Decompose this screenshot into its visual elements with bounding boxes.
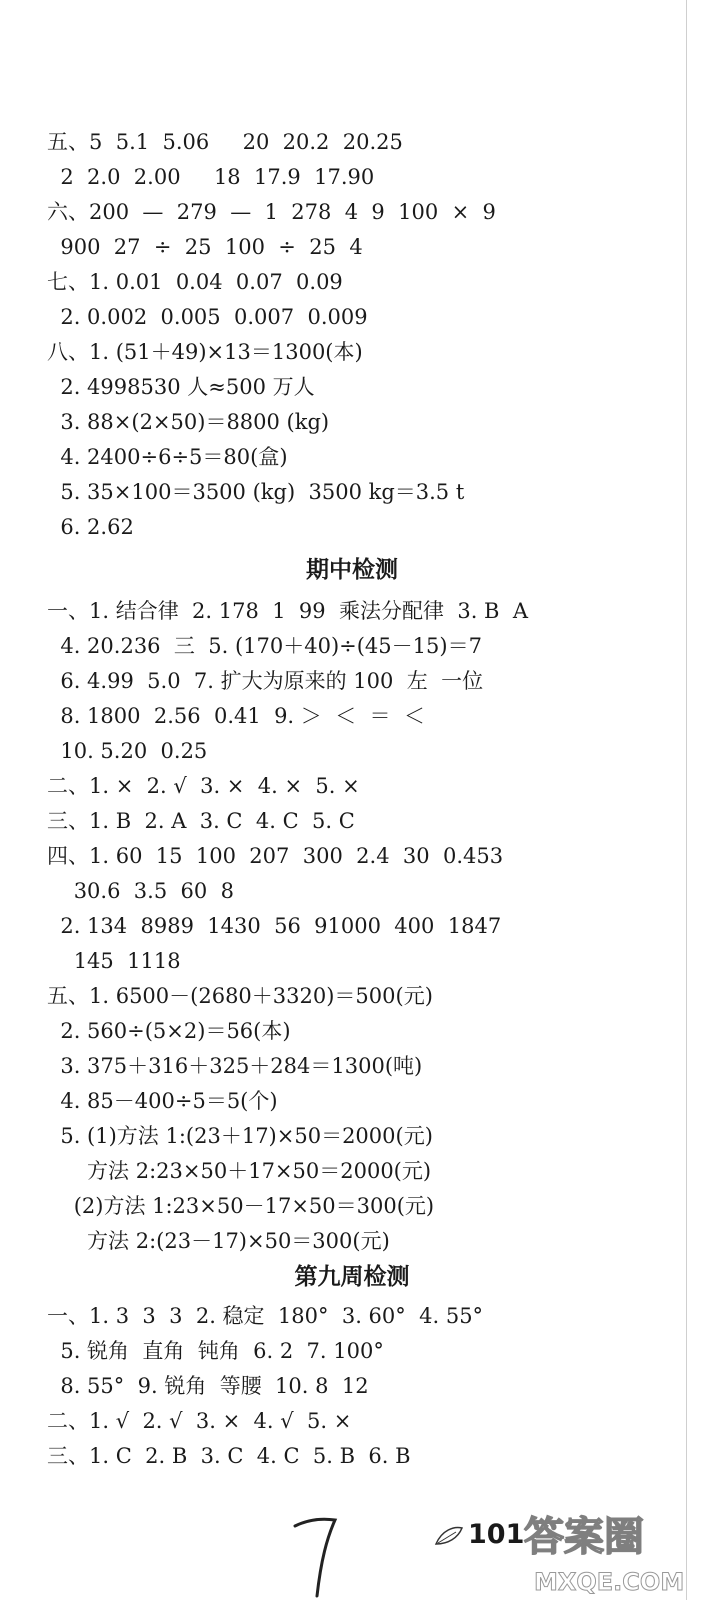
answer-line: 5. (1)方法 1:(23＋17)×50＝2000(元) <box>47 1124 433 1148</box>
answer-line: 145 1118 <box>47 949 181 973</box>
decorative-leaf-icon <box>434 1524 464 1548</box>
answer-line: 八、1. (51＋49)×13＝1300(本) <box>47 340 363 364</box>
answer-line: 10. 5.20 0.25 <box>47 739 208 763</box>
answer-line: 四、1. 60 15 100 207 300 2.4 30 0.453 <box>47 844 504 868</box>
answer-line: 3. 375＋316＋325＋284＝1300(吨) <box>47 1054 423 1078</box>
answer-line: (2)方法 1:23×50－17×50＝300(元) <box>47 1194 435 1218</box>
answer-line: 二、1. √ 2. √ 3. × 4. √ 5. × <box>47 1409 352 1433</box>
answer-line: 8. 1800 2.56 0.41 9. ＞ ＜ ＝ ＜ <box>47 704 425 728</box>
watermark-logo <box>520 1506 696 1600</box>
answer-line: 4. 20.236 三 5. (170＋40)÷(45－15)＝7 <box>47 634 482 658</box>
answer-line: 2. 0.002 0.005 0.007 0.009 <box>47 305 368 329</box>
answer-line: 30.6 3.5 60 8 <box>47 879 234 903</box>
answer-line: 七、1. 0.01 0.04 0.07 0.09 <box>47 270 343 294</box>
answer-line: 4. 2400÷6÷5＝80(盒) <box>47 445 288 469</box>
section-heading-week9: 第九周检测 <box>294 1264 410 1290</box>
answer-line: 三、1. B 2. A 3. C 4. C 5. C <box>47 809 355 833</box>
answer-line: 2. 134 8989 1430 56 91000 400 1847 <box>47 914 502 938</box>
answer-line: 2. 560÷(5×2)＝56(本) <box>47 1019 291 1043</box>
answer-line: 2 2.0 2.00 18 17.9 17.90 <box>47 165 375 189</box>
answer-line: 五、1. 6500－(2680＋3320)＝500(元) <box>47 984 433 1008</box>
answer-line: 方法 2:23×50＋17×50＝2000(元) <box>47 1159 432 1183</box>
answer-line: 6. 2.62 <box>47 515 134 539</box>
svg-text:答案圈: 答案圈 <box>524 1514 644 1560</box>
binding-margin-line <box>686 0 687 1600</box>
answer-line: 6. 4.99 5.0 7. 扩大为原来的 100 左 一位 <box>47 669 484 693</box>
handwritten-mark-icon <box>287 1508 347 1600</box>
page-number: 101 <box>468 1519 525 1550</box>
answer-line: 方法 2:(23－17)×50＝300(元) <box>47 1229 390 1253</box>
section-heading-midterm: 期中检测 <box>306 557 398 583</box>
answer-line: 5. 35×100＝3500 (kg) 3500 kg＝3.5 t <box>47 480 465 504</box>
answer-line: 五、5 5.1 5.06 20 20.2 20.25 <box>47 130 403 154</box>
answer-line: 900 27 ÷ 25 100 ÷ 25 4 <box>47 235 363 259</box>
answer-line: 4. 85－400÷5＝5(个) <box>47 1089 278 1113</box>
answer-line: 二、1. × 2. √ 3. × 4. × 5. × <box>47 774 360 798</box>
answer-line: 8. 55° 9. 锐角 等腰 10. 8 12 <box>47 1374 369 1398</box>
answer-line: 3. 88×(2×50)＝8800 (kg) <box>47 410 330 434</box>
answer-line: 一、1. 3 3 3 2. 稳定 180° 3. 60° 4. 55° <box>47 1304 484 1328</box>
answer-line: 5. 锐角 直角 钝角 6. 2 7. 100° <box>47 1339 384 1363</box>
answer-line: 一、1. 结合律 2. 178 1 99 乘法分配律 3. B A <box>47 599 528 623</box>
answer-line: 六、200 — 279 — 1 278 4 9 100 × 9 <box>47 200 496 224</box>
answer-line: 三、1. C 2. B 3. C 4. C 5. B 6. B <box>47 1444 411 1468</box>
answer-line: 2. 4998530 人≈500 万人 <box>47 375 315 399</box>
svg-text:MXQE.COM: MXQE.COM <box>534 1568 685 1596</box>
